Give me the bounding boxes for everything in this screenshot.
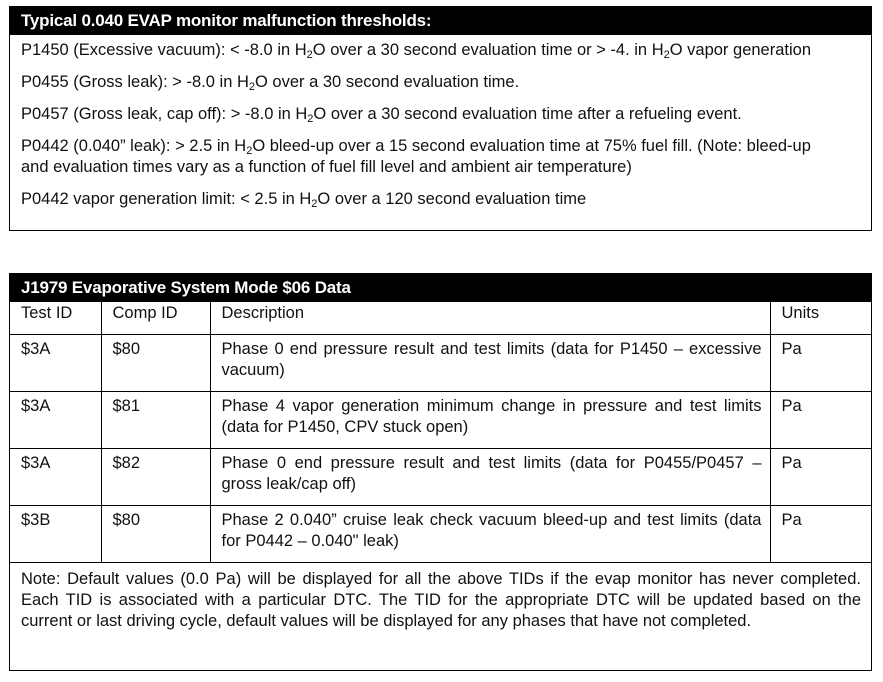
table-header-row: [10, 302, 871, 335]
subscript: 2: [663, 49, 670, 61]
table-row: [10, 449, 871, 506]
text-segment: O over a 120 second evaluation time: [317, 190, 587, 208]
subscript: 2: [248, 81, 256, 93]
table-row: [10, 335, 871, 392]
subscript: 2: [307, 113, 314, 125]
header-description: Description: [210, 302, 770, 335]
cell-units: Pa: [770, 449, 871, 506]
cell-test-id: $3A: [10, 392, 101, 449]
table-note: Note: Default values (0.0 Pa) will be displayed for all the above TIDs if the evap monitor has never completed. Each TID is associated with a particular DTC. The TID for the appropriate DTC will be updated based on the current or last driving cycle, default values will be displayed for any phases that have not completed.: [10, 563, 871, 640]
cell-units: Pa: [770, 392, 871, 449]
cell-test-id: $3B: [10, 506, 101, 563]
cell-test-id: $3A: [10, 449, 101, 506]
subscript: 2: [306, 49, 313, 61]
header-comp-id: Comp ID: [101, 302, 210, 335]
text-segment: O over a 30 second evaluation time or > -4. in H: [312, 41, 664, 59]
mode06-table: [10, 302, 871, 639]
cell-units: Pa: [770, 506, 871, 563]
threshold-line-p0442: [10, 136, 871, 157]
header-units: Units: [770, 302, 871, 335]
cell-comp-id: $80: [101, 506, 210, 563]
subscript: 2: [311, 198, 318, 210]
text-segment: P0457 (Gross leak, cap off): > -8.0 in H: [21, 105, 308, 123]
mode06-box: [9, 273, 872, 671]
cell-units: Pa: [770, 335, 871, 392]
text-segment: O vapor generation: [669, 41, 811, 59]
mode06-title: J1979 Evaporative System Mode $06 Data: [10, 274, 871, 302]
text-segment: O over a 30 second evaluation time.: [255, 73, 520, 91]
text-segment: P0455 (Gross leak): > -8.0 in H: [21, 73, 249, 91]
table-row: [10, 506, 871, 563]
table-row: [10, 392, 871, 449]
thresholds-title: Typical 0.040 EVAP monitor malfunction thresholds:: [10, 7, 871, 35]
subscript: 2: [246, 145, 253, 157]
text-segment: P1450 (Excessive vacuum): < -8.0 in H: [21, 41, 307, 59]
cell-description: Phase 2 0.040” cruise leak check vacuum bleed-up and test limits (data for P0442 – 0.040" leak): [210, 506, 770, 563]
threshold-line-p1450: [10, 40, 871, 61]
cell-description: Phase 0 end pressure result and test limits (data for P1450 – excessive vacuum): [210, 335, 770, 392]
cell-comp-id: $80: [101, 335, 210, 392]
text-segment: P0442 (0.040” leak): > 2.5 in H: [21, 137, 247, 155]
threshold-line-p0442-cont: and evaluation times vary as a function of fuel fill level and ambient air temperature): [21, 158, 632, 176]
threshold-line-p0455: [10, 72, 871, 93]
text-segment: P0442 vapor generation limit: < 2.5 in H: [21, 190, 312, 208]
cell-comp-id: $82: [101, 449, 210, 506]
threshold-line-p0457: [10, 104, 871, 125]
text-segment: O bleed-up over a 15 second evaluation time at 75% fuel fill. (Note: bleed-up: [252, 137, 811, 155]
text-segment: O over a 30 second evaluation time after a refueling event.: [313, 105, 742, 123]
cell-description: Phase 0 end pressure result and test limits (data for P0455/P0457 – gross leak/cap off): [210, 449, 770, 506]
note-row: [10, 563, 871, 640]
cell-description: Phase 4 vapor generation minimum change in pressure and test limits (data for P1450, CPV stuck open): [210, 392, 770, 449]
cell-comp-id: $81: [101, 392, 210, 449]
thresholds-box: [9, 6, 872, 231]
threshold-line-p0442-vapor: [10, 189, 871, 210]
cell-test-id: $3A: [10, 335, 101, 392]
header-test-id: Test ID: [10, 302, 101, 335]
